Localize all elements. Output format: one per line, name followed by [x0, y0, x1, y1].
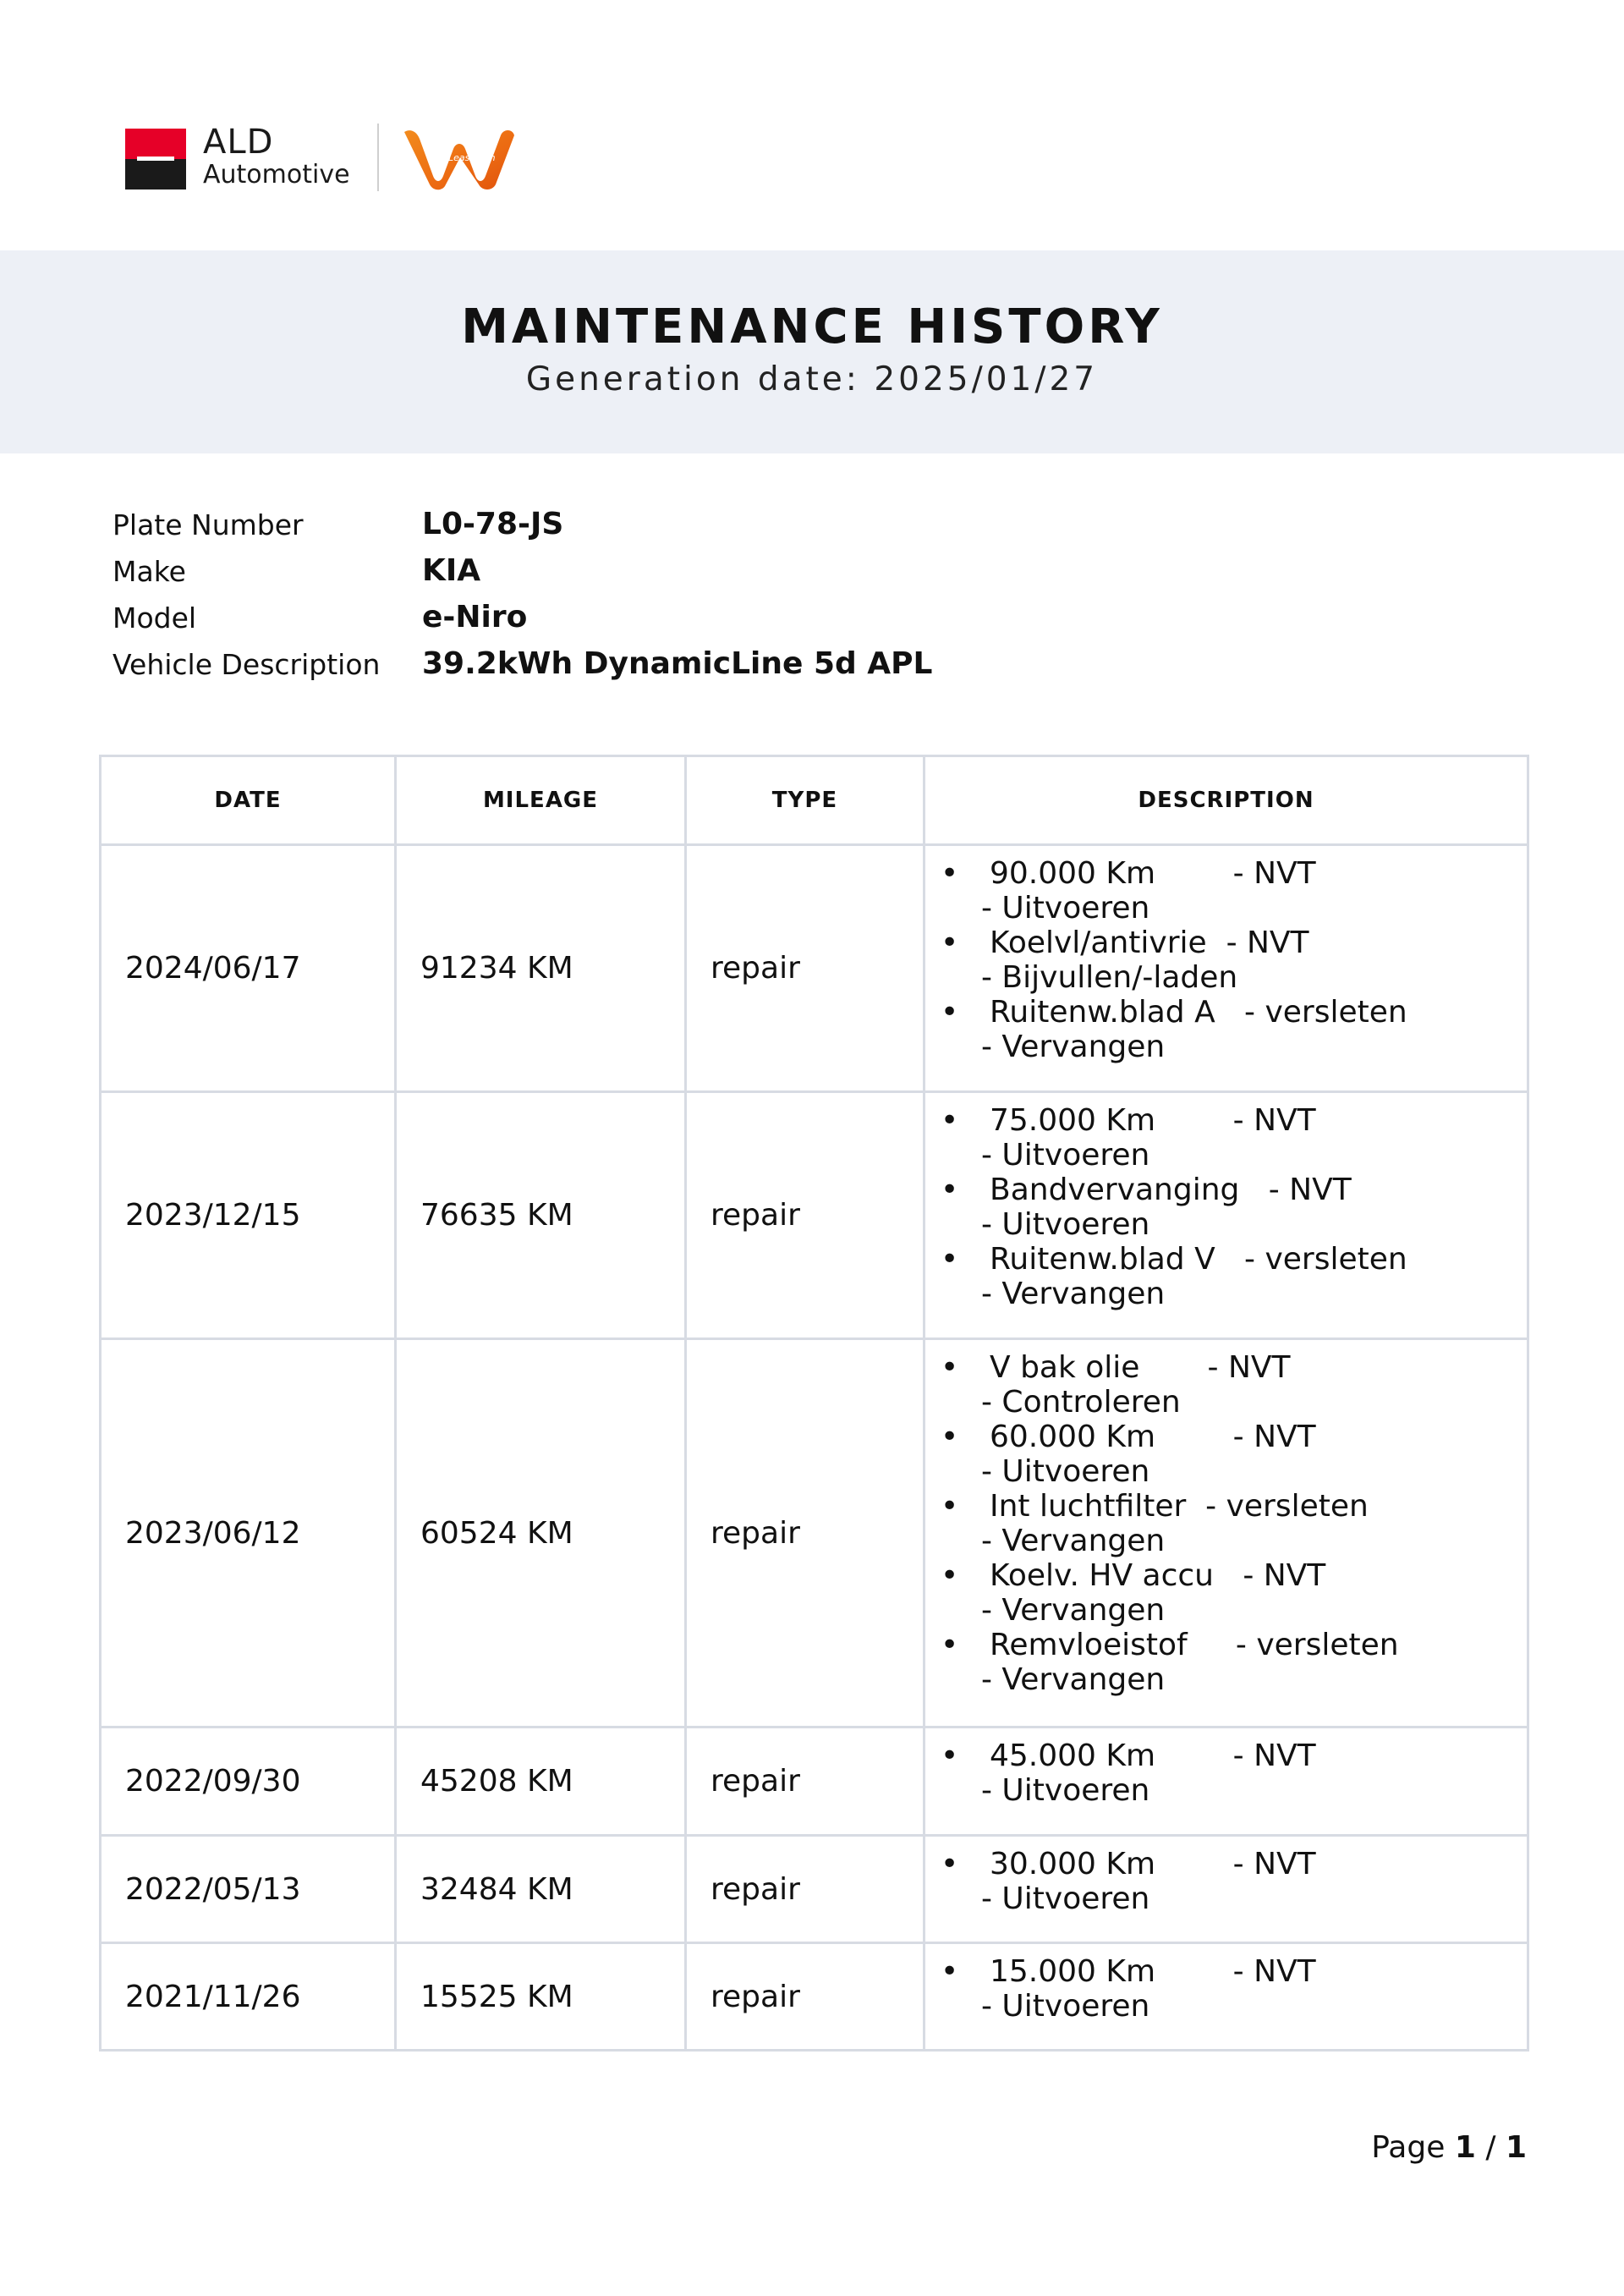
description-list [941, 1103, 1527, 1311]
table-header-row [101, 756, 1528, 845]
type-cell: repair [686, 1092, 924, 1339]
description-item [941, 1350, 1527, 1420]
logo-bar [125, 124, 531, 191]
description-item [941, 856, 1527, 926]
description-list [941, 1847, 1527, 1916]
mileage-cell: 76635 KM [396, 1092, 686, 1339]
description-action: - Bijvullen/-laden [981, 960, 1238, 995]
description-action: - Uitvoeren [981, 1207, 1150, 1242]
description-part: 15.000 Km - NVT [990, 1954, 1316, 1989]
table-row [101, 1836, 1528, 1943]
description-action: - Vervangen [981, 1593, 1166, 1628]
column-header-mileage: MILEAGE [396, 756, 686, 845]
description-item [941, 1558, 1527, 1628]
date-cell: 2023/06/12 [101, 1339, 396, 1727]
bullet-icon: • [941, 926, 959, 960]
description-action: - Vervangen [981, 1030, 1166, 1064]
description-list [941, 1738, 1527, 1808]
mileage-cell: 32484 KM [396, 1836, 686, 1943]
type-cell: repair [686, 1943, 924, 2051]
model-label: Model [112, 601, 197, 634]
mileage-cell: 91234 KM [396, 845, 686, 1092]
description-part: Bandvervanging - NVT [990, 1173, 1352, 1207]
ald-logo-mark [125, 129, 186, 190]
description-list [941, 1350, 1527, 1697]
page-title: MAINTENANCE HISTORY [461, 299, 1163, 354]
ald-logo-text [203, 125, 350, 188]
description-cell [924, 1943, 1528, 2051]
description-action: - Uitvoeren [981, 1989, 1150, 2024]
table-row [101, 845, 1528, 1092]
column-header-date: DATE [101, 756, 396, 845]
description-part: Remvloeistof - versleten [990, 1628, 1399, 1662]
description-item [941, 1489, 1527, 1558]
description-item [941, 995, 1527, 1064]
make-value: KIA [422, 553, 481, 588]
description-list [941, 1954, 1527, 2024]
page-total: 1 [1505, 2130, 1527, 2165]
plate-number-value: L0-78-JS [422, 507, 564, 541]
description-part: Koelv. HV accu - NVT [990, 1558, 1326, 1593]
bullet-icon: • [941, 1954, 959, 1989]
bullet-icon: • [941, 856, 959, 891]
bullet-icon: • [941, 1350, 959, 1385]
date-cell: 2024/06/17 [101, 845, 396, 1092]
description-action: - Controleren [981, 1385, 1181, 1420]
table-row [101, 1092, 1528, 1339]
bullet-icon: • [941, 1420, 959, 1454]
model-value: e-Niro [422, 600, 528, 634]
column-header-type: TYPE [686, 756, 924, 845]
ald-logo-sub: Automotive [203, 160, 350, 190]
description-part: Int luchtfilter - versleten [990, 1489, 1369, 1524]
type-cell: repair [686, 845, 924, 1092]
description-item [941, 1242, 1527, 1311]
bullet-icon: • [941, 1738, 959, 1773]
vehicle-description-value: 39.2kWh DynamicLine 5d APL [422, 646, 933, 681]
title-band [0, 250, 1624, 453]
description-item [941, 1103, 1527, 1173]
mileage-cell: 60524 KM [396, 1339, 686, 1727]
page-separator: / [1485, 2130, 1496, 2165]
page-label: Page [1371, 2130, 1446, 2165]
ald-logo-name: ALD [203, 123, 274, 162]
description-part: V bak olie - NVT [990, 1350, 1291, 1385]
description-part: 75.000 Km - NVT [990, 1103, 1316, 1138]
table-row [101, 1727, 1528, 1836]
description-action: - Vervangen [981, 1277, 1166, 1311]
description-action: - Vervangen [981, 1662, 1166, 1697]
description-item [941, 1628, 1527, 1697]
description-action: - Vervangen [981, 1524, 1166, 1558]
bullet-icon: • [941, 1558, 959, 1593]
description-action: - Uitvoeren [981, 891, 1150, 926]
description-part: 45.000 Km - NVT [990, 1738, 1316, 1773]
description-part: 90.000 Km - NVT [990, 856, 1316, 891]
description-cell [924, 1836, 1528, 1943]
bullet-icon: • [941, 1489, 959, 1524]
description-item [941, 926, 1527, 995]
mileage-cell: 15525 KM [396, 1943, 686, 2051]
description-part: 60.000 Km - NVT [990, 1420, 1316, 1454]
page-number [1371, 2130, 1527, 2165]
description-item [941, 1954, 1527, 2024]
bullet-icon: • [941, 1847, 959, 1881]
description-part: Koelvl/antivrie - NVT [990, 926, 1309, 960]
description-cell [924, 1727, 1528, 1836]
description-action: - Uitvoeren [981, 1881, 1150, 1916]
description-item [941, 1847, 1527, 1916]
description-action: - Uitvoeren [981, 1454, 1150, 1489]
description-cell [924, 1092, 1528, 1339]
date-cell: 2022/05/13 [101, 1836, 396, 1943]
type-cell: repair [686, 1339, 924, 1727]
leaseplan-logo-text: LeasePlan [448, 152, 496, 163]
description-cell [924, 1339, 1528, 1727]
bullet-icon: • [941, 995, 959, 1030]
bullet-icon: • [941, 1173, 959, 1207]
bullet-icon: • [941, 1242, 959, 1277]
type-cell: repair [686, 1836, 924, 1943]
table-row [101, 1339, 1528, 1727]
vehicle-description-label: Vehicle Description [112, 648, 381, 681]
description-action: - Uitvoeren [981, 1138, 1150, 1173]
column-header-description: DESCRIPTION [924, 756, 1528, 845]
description-item [941, 1738, 1527, 1808]
plate-number-label: Plate Number [112, 508, 304, 541]
date-cell: 2023/12/15 [101, 1092, 396, 1339]
date-cell: 2022/09/30 [101, 1727, 396, 1836]
logo-divider [377, 124, 379, 191]
generation-date: Generation date: 2025/01/27 [525, 360, 1099, 398]
bullet-icon: • [941, 1103, 959, 1138]
mileage-cell: 45208 KM [396, 1727, 686, 1836]
description-cell [924, 845, 1528, 1092]
leaseplan-logo [401, 124, 519, 191]
bullet-icon: • [941, 1628, 959, 1662]
description-item [941, 1420, 1527, 1489]
maintenance-table [99, 755, 1529, 2052]
description-part: Ruitenw.blad A - versleten [990, 995, 1407, 1030]
type-cell: repair [686, 1727, 924, 1836]
description-item [941, 1173, 1527, 1242]
page-current: 1 [1454, 2130, 1476, 2165]
description-action: - Uitvoeren [981, 1773, 1150, 1808]
date-cell: 2021/11/26 [101, 1943, 396, 2051]
description-list [941, 856, 1527, 1064]
make-label: Make [112, 555, 186, 588]
table-row [101, 1943, 1528, 2051]
description-part: 30.000 Km - NVT [990, 1847, 1316, 1881]
description-part: Ruitenw.blad V - versleten [990, 1242, 1407, 1277]
